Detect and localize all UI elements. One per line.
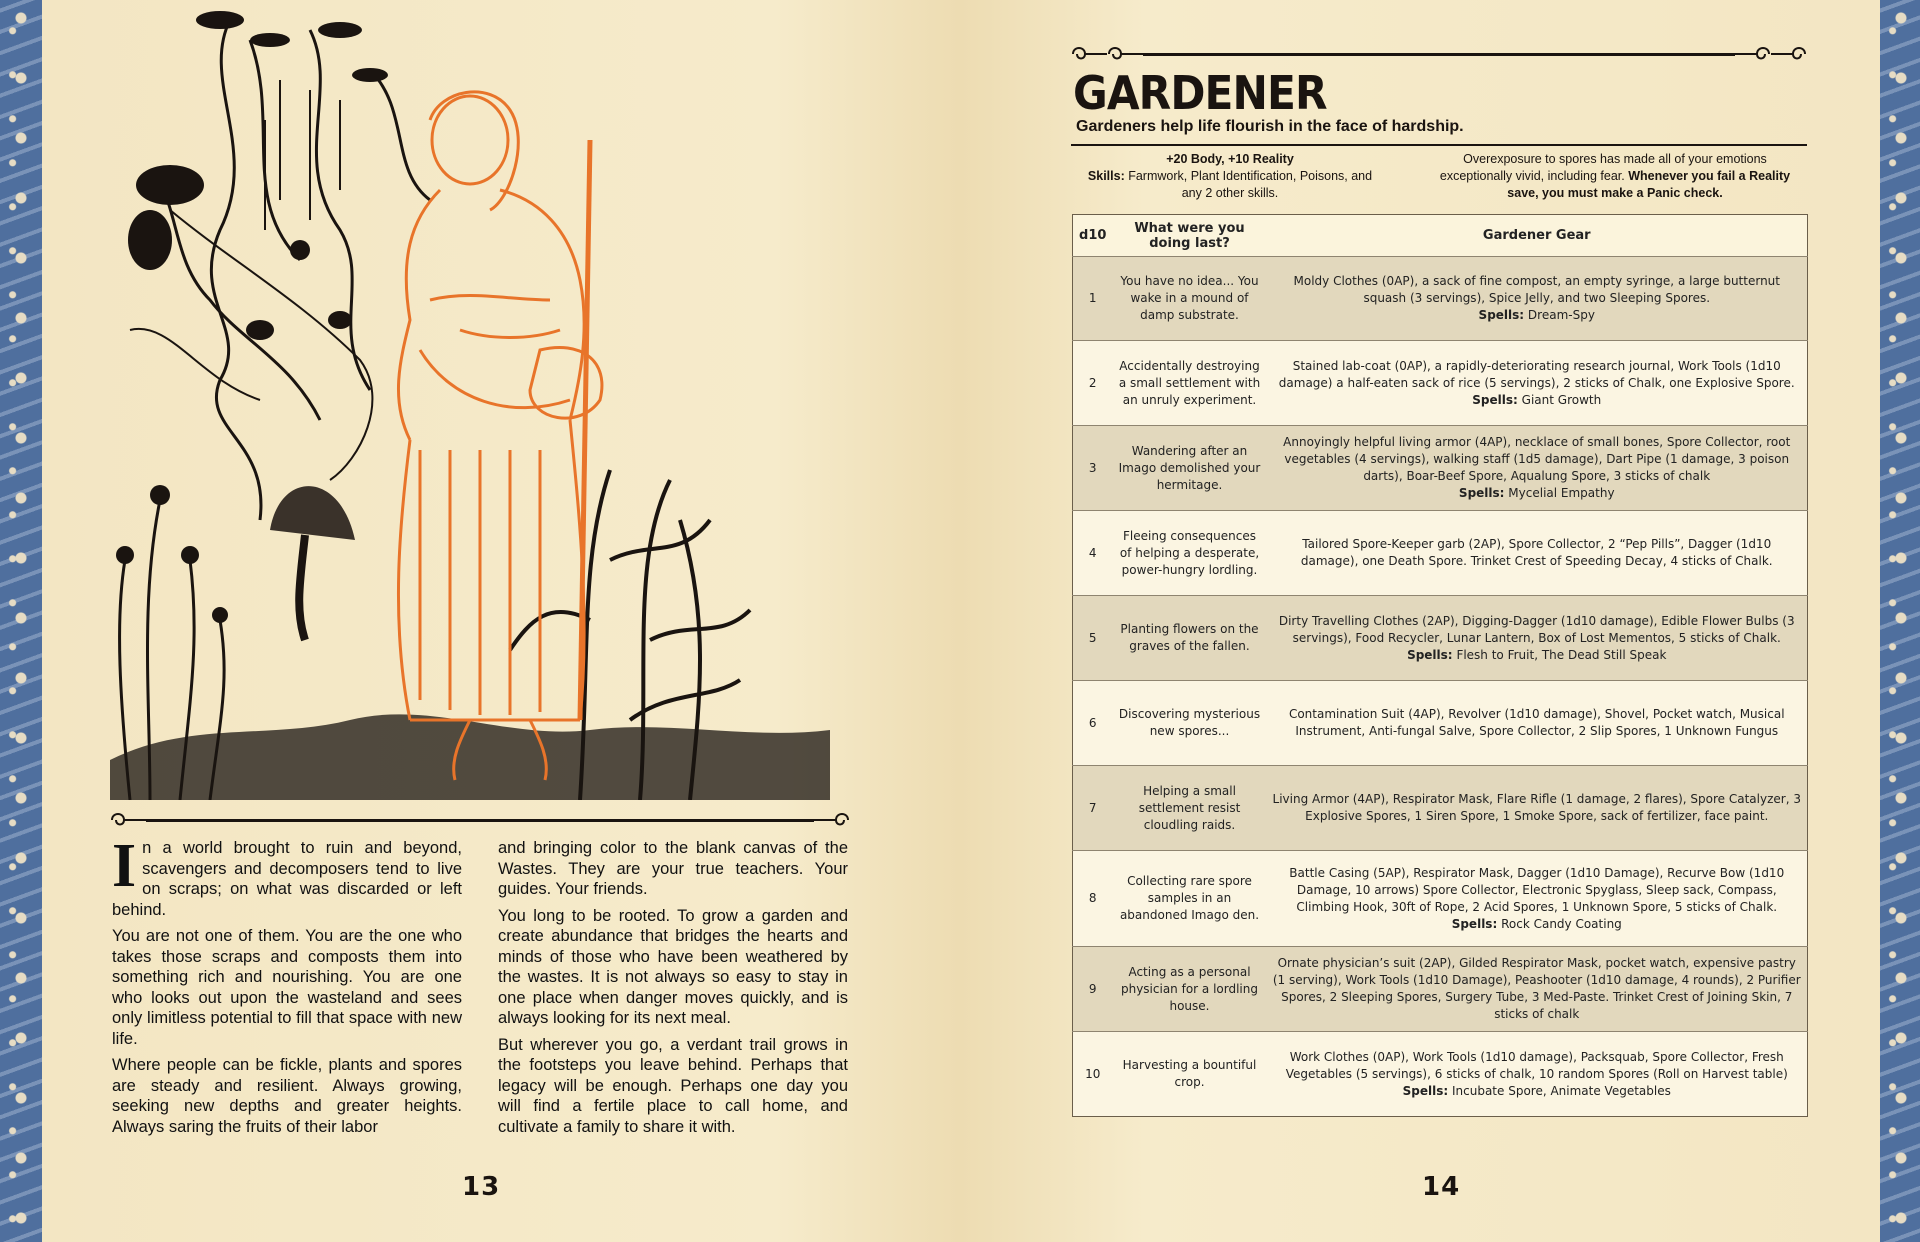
table-row bbox=[1073, 341, 1808, 426]
what-last-cell: Helping a small settlement resist cloudling raids. bbox=[1113, 766, 1267, 851]
gear-list: Living Armor (4AP), Respirator Mask, Flare Rifle (1 damage, 2 flares), Spore Catalyzer, 3 Explosive Spores, 1 Siren Spore, 1 Smoke Spore, sack of fertilizer, face paint. bbox=[1272, 792, 1801, 823]
table-row bbox=[1073, 1032, 1808, 1117]
what-last-cell: You have no idea... You wake in a mound of damp substrate. bbox=[1113, 257, 1267, 341]
table-row bbox=[1073, 426, 1808, 511]
spells-line bbox=[1273, 307, 1802, 324]
gear-cell bbox=[1267, 511, 1808, 596]
gear-cell bbox=[1267, 596, 1808, 681]
gear-cell bbox=[1267, 1032, 1808, 1117]
page-number-13: 13 bbox=[462, 1172, 501, 1202]
roll-number: 8 bbox=[1073, 851, 1113, 947]
skills-text: Farmwork, Plant Identification, Poisons, and any 2 other skills. bbox=[1128, 169, 1373, 200]
spells-line bbox=[1273, 485, 1802, 502]
spells-label: Spells: bbox=[1458, 486, 1505, 500]
what-last-cell: Accidentally destroying a small settlement with an unruly experiment. bbox=[1113, 341, 1267, 426]
skills-label: Skills: bbox=[1087, 169, 1125, 183]
what-last-cell: Wandering after an Imago demolished your hermitage. bbox=[1113, 426, 1267, 511]
spells-label: Spells: bbox=[1407, 647, 1453, 662]
what-last-cell: Acting as a personal physician for a lordling house. bbox=[1113, 947, 1267, 1032]
intro-text-column-1 bbox=[112, 832, 462, 1143]
spells-list: Mycelial Empathy bbox=[1508, 486, 1615, 500]
table-row bbox=[1073, 947, 1808, 1032]
gear-list: Annoyingly helpful living armor (4AP), necklace of small bones, Spore Collector, root vegetables (4 servings), walking staff (1d5 damage), Dart Pipe (1 damage, 3 poison darts), Boar-Beef Spore, Aqualung Spore, 3 sticks of chalk bbox=[1283, 435, 1791, 483]
table-header-row bbox=[1073, 215, 1808, 257]
gear-list: Dirty Travelling Clothes (2AP), Digging-Dagger (1d10 damage), Edible Flower Bulbs (3 servings), Food Recycler, Lunar Lantern, Box of Lost Mementos, 5 sticks of Chalk. bbox=[1278, 613, 1795, 645]
intro-paragraph-5: You long to be rooted. To grow a garden and create abundance that bridges the hearts and minds of those who have been weathered by the wastes. It is not always so easy to stay in one place when danger moves quickly, and is always looking for its next meal. bbox=[498, 906, 848, 1027]
roll-number: 5 bbox=[1073, 596, 1113, 681]
gardener-illustration bbox=[110, 0, 830, 800]
header-gear: Gardener Gear bbox=[1267, 215, 1808, 257]
trait-text: Overexposure to spores has made all of your emotions exceptionally vivid, including fear. bbox=[1439, 152, 1767, 183]
gear-cell bbox=[1267, 851, 1808, 947]
class-stats bbox=[1080, 151, 1380, 202]
roll-number: 7 bbox=[1073, 766, 1113, 851]
class-title: GARDENER bbox=[1073, 66, 1327, 120]
spells-list: Incubate Spore, Animate Vegetables bbox=[1451, 1083, 1671, 1098]
roll-number: 1 bbox=[1073, 257, 1113, 341]
what-last-cell: Harvesting a bountiful crop. bbox=[1113, 1032, 1267, 1117]
spells-label: Spells: bbox=[1478, 308, 1525, 322]
what-last-cell: Collecting rare spore samples in an abandoned Imago den. bbox=[1113, 851, 1267, 947]
intro-paragraph-3: Where people can be fickle, plants and spores are steady and resilient. Always growing, seeking new depths and greater heights. Always saring the fruits of their labor bbox=[112, 1056, 462, 1136]
roll-number: 2 bbox=[1073, 341, 1113, 426]
roll-number: 9 bbox=[1073, 947, 1113, 1032]
gear-table-body bbox=[1073, 257, 1808, 1117]
spells-line bbox=[1273, 1083, 1802, 1100]
gear-cell bbox=[1267, 257, 1808, 341]
gear-list: Battle Casing (5AP), Respirator Mask, Dagger (1d10 Damage), Recurve Bow (1d10 Damage, 10 arrows) Spore Collector, Electronic Spyglass, Sleep sack, Compass, Climbing Hook, 30ft of Rope, 2 Acid Spores, 1 Unknown Spore, 5 sticks of Chalk. bbox=[1289, 865, 1785, 914]
gear-list: Moldy Clothes (0AP), a sack of fine compost, an empty syringe, a large butternut squash (3 servings), Spice Jelly, and two Sleeping Spores. bbox=[1293, 274, 1780, 305]
spells-label: Spells: bbox=[1472, 392, 1518, 407]
spells-label: Spells: bbox=[1451, 916, 1498, 931]
scroll-ornament-icon bbox=[1107, 44, 1143, 64]
spells-list: Flesh to Fruit, The Dead Still Speak bbox=[1456, 647, 1667, 662]
table-row bbox=[1073, 681, 1808, 766]
table-row bbox=[1073, 766, 1808, 851]
page-number-14: 14 bbox=[1422, 1172, 1461, 1202]
right-decorative-border bbox=[1880, 0, 1920, 1242]
header-rule bbox=[1071, 144, 1807, 146]
gear-list: Contamination Suit (4AP), Revolver (1d10 damage), Shovel, Pocket watch, Musical Instrument, Anti-fungal Salve, Spore Collector, 2 Slip Spores, 1 Unknown Fungus bbox=[1288, 707, 1785, 738]
intro-paragraph-6: But wherever you go, a verdant trail grows in the footsteps you leave behind. Perhaps that legacy will be enough. Perhaps one day you will find a fertile place to call home, and cultivate a family to share it with. bbox=[498, 1035, 848, 1136]
trait-rule: Whenever you fail a Reality save, you must make a Panic check. bbox=[1507, 169, 1791, 200]
spells-list: Giant Growth bbox=[1521, 392, 1602, 407]
gear-list: Stained lab-coat (0AP), a rapidly-deteriorating research journal, Work Tools (1d10 damage) a half-eaten sack of rice (5 servings), 2 sticks of Chalk, one Explosive Spore. bbox=[1278, 358, 1795, 390]
scroll-ornament-icon bbox=[814, 810, 850, 830]
gardener-gear-table bbox=[1072, 214, 1808, 1117]
gear-cell bbox=[1267, 681, 1808, 766]
table-row bbox=[1073, 596, 1808, 681]
scroll-ornament-icon bbox=[1771, 44, 1807, 64]
roll-number: 6 bbox=[1073, 681, 1113, 766]
spells-line bbox=[1273, 916, 1802, 933]
spells-list: Rock Candy Coating bbox=[1501, 916, 1622, 931]
gear-cell bbox=[1267, 947, 1808, 1032]
table-row bbox=[1073, 257, 1808, 341]
intro-text-column-2 bbox=[498, 838, 848, 1143]
left-ornamental-divider bbox=[110, 810, 850, 830]
scroll-ornament-icon bbox=[110, 810, 146, 830]
what-last-cell: Fleeing consequences of helping a desperate, power-hungry lordling. bbox=[1113, 511, 1267, 596]
gear-list: Ornate physician’s suit (2AP), Gilded Respirator Mask, pocket watch, expensive pastry (1 serving), Work Tools (1d10 Damage), Peashooter (1d10 damage, 4 rounds), 2 Purifier Spores, 2 Sleeping Spores, Surgery Tube, 3 Med-Paste. Trinket Crest of Joining Skin, 7 sticks of chalk bbox=[1272, 956, 1801, 1021]
what-last-cell: Planting flowers on the graves of the fallen. bbox=[1113, 596, 1267, 681]
intro-paragraph-4: and bringing color to the blank canvas of the Wastes. They are your true teachers. Your guides. Your friends. bbox=[498, 839, 848, 898]
header-d10: d10 bbox=[1073, 215, 1113, 257]
gear-cell bbox=[1267, 426, 1808, 511]
gear-list: Tailored Spore-Keeper garb (2AP), Spore Collector, 2 “Pep Pills”, Dagger (1d10 damage), one Death Spore. Trinket Crest of Speeding Decay, 4 sticks of Chalk. bbox=[1300, 537, 1773, 568]
spells-line bbox=[1273, 392, 1802, 409]
header-what-last: What were you doing last? bbox=[1113, 215, 1267, 257]
roll-number: 4 bbox=[1073, 511, 1113, 596]
what-last-cell: Discovering mysterious new spores... bbox=[1113, 681, 1267, 766]
spells-list: Dream-Spy bbox=[1527, 308, 1595, 322]
class-subtitle: Gardeners help life flourish in the face of hardship. bbox=[1076, 118, 1464, 135]
roll-number: 3 bbox=[1073, 426, 1113, 511]
spells-label: Spells: bbox=[1402, 1083, 1449, 1098]
gear-list: Work Clothes (0AP), Work Tools (1d10 damage), Packsquab, Spore Collector, Fresh Vegetables (5 servings), 6 sticks of chalk, 10 random Spores (Roll on Harvest table) bbox=[1285, 1049, 1788, 1081]
intro-paragraph-1: In a world brought to ruin and beyond, scavengers and decomposers tend to live on scraps; on what was discarded or left behind. bbox=[112, 832, 462, 919]
class-trait bbox=[1430, 151, 1800, 202]
table-row bbox=[1073, 851, 1808, 947]
gear-cell bbox=[1267, 341, 1808, 426]
gear-cell bbox=[1267, 766, 1808, 851]
intro-paragraph-2: You are not one of them. You are the one who takes those scraps and composts them into something rich and nourishing. You are one who looks out upon the wasteland and sees only limitless potential to fill that space with new life. bbox=[112, 927, 462, 1048]
scroll-ornament-icon bbox=[1735, 44, 1771, 64]
roll-number: 10 bbox=[1073, 1032, 1113, 1117]
right-ornamental-divider bbox=[1071, 44, 1807, 64]
scroll-ornament-icon bbox=[1071, 44, 1107, 64]
table-row bbox=[1073, 511, 1808, 596]
drop-cap: I bbox=[112, 832, 137, 900]
left-decorative-border bbox=[0, 0, 42, 1242]
spells-line bbox=[1273, 647, 1802, 664]
stat-bonus: +20 Body, +10 Reality bbox=[1166, 152, 1294, 166]
